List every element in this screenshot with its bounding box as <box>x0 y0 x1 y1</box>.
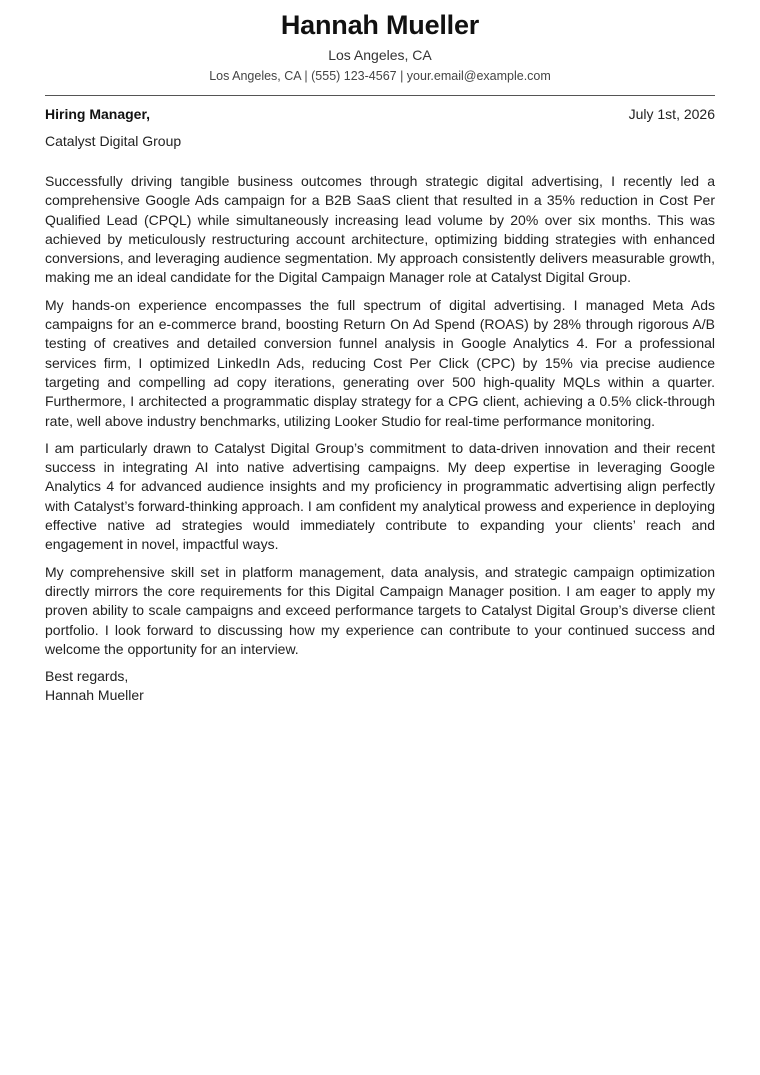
letter-body <box>45 172 715 706</box>
letter-header <box>0 0 760 85</box>
sender-contact-line: Los Angeles, CA | (555) 123-4567 | your.email@example.com <box>209 69 551 83</box>
body-paragraph-1: Successfully driving tangible business outcomes through strategic digital advertising, I recently led a comprehensive Google Ads campaign for a B2B SaaS client that resulted in a 35% reduction in Cost Per Qualified Lead (CPQL) while simultaneously increasing lead volume by 20% over six months. This was achieved by meticulously restructuring account architecture, optimizing bidding strategies with enhanced conversions, and leveraging audience segmentation. My approach consistently delivers measurable growth, making me an ideal candidate for the Digital Campaign Manager role at Catalyst Digital Group. <box>45 173 715 286</box>
sender-name: Hannah Mueller <box>280 10 480 40</box>
signature-name: Hannah Mueller <box>45 687 144 704</box>
body-paragraph-4: My comprehensive skill set in platform management, data analysis, and strategic campaign optimization directly mirrors the core requirements for this Digital Campaign Manager position. I am eager to apply my proven ability to scale campaigns and exceed performance targets to Catalyst Digital Group’s diverse client portfolio. I look forward to discussing how my experience can contribute to your continued success and welcome the opportunity for an interview. <box>45 563 715 657</box>
body-paragraph-2: My hands-on experience encompasses the full spectrum of digital advertising. I managed Meta Ads campaigns for an e-commerce brand, boosting Return On Ad Spend (ROAS) by 28% through rigorous A/B testing of creatives and detailed conversion funnel analysis in Google Analytics 4. For a professional services firm, I optimized LinkedIn Ads, reducing Cost Per Click (CPC) by 15% via precise audience targeting and compelling ad copy iterations, generating over 500 high-quality MQLs within a quarter. Furthermore, I architected a programmatic display strategy for a CPG client, achieving a 0.5% click-through rate, well above industry benchmarks, utilizing Looker Studio for real-time performance monitoring. <box>45 296 715 429</box>
recipient-salutation: Hiring Manager, <box>45 106 151 122</box>
sender-location: Los Angeles, CA <box>328 47 432 63</box>
recipient-date-row <box>45 104 715 124</box>
header-divider <box>45 95 715 96</box>
letter-closing <box>45 667 715 706</box>
body-paragraph-3: I am particularly drawn to Catalyst Digital Group’s commitment to data-driven innovation and their recent success in integrating AI into native advertising campaigns. My deep expertise in leveraging Google Analytics 4 for advanced audience insights and my proficiency in programmatic advertising align perfectly with Catalyst’s forward-thinking approach. I am confident my analytical prowess and experience in deploying effective native ad strategies would immediately contribute to expanding your clients’ reach and engagement in novel, impactful ways. <box>45 439 715 553</box>
recipient-company: Catalyst Digital Group <box>45 133 182 149</box>
closing-phrase: Best regards, <box>45 668 129 685</box>
letter-date: July 1st, 2026 <box>628 106 715 122</box>
